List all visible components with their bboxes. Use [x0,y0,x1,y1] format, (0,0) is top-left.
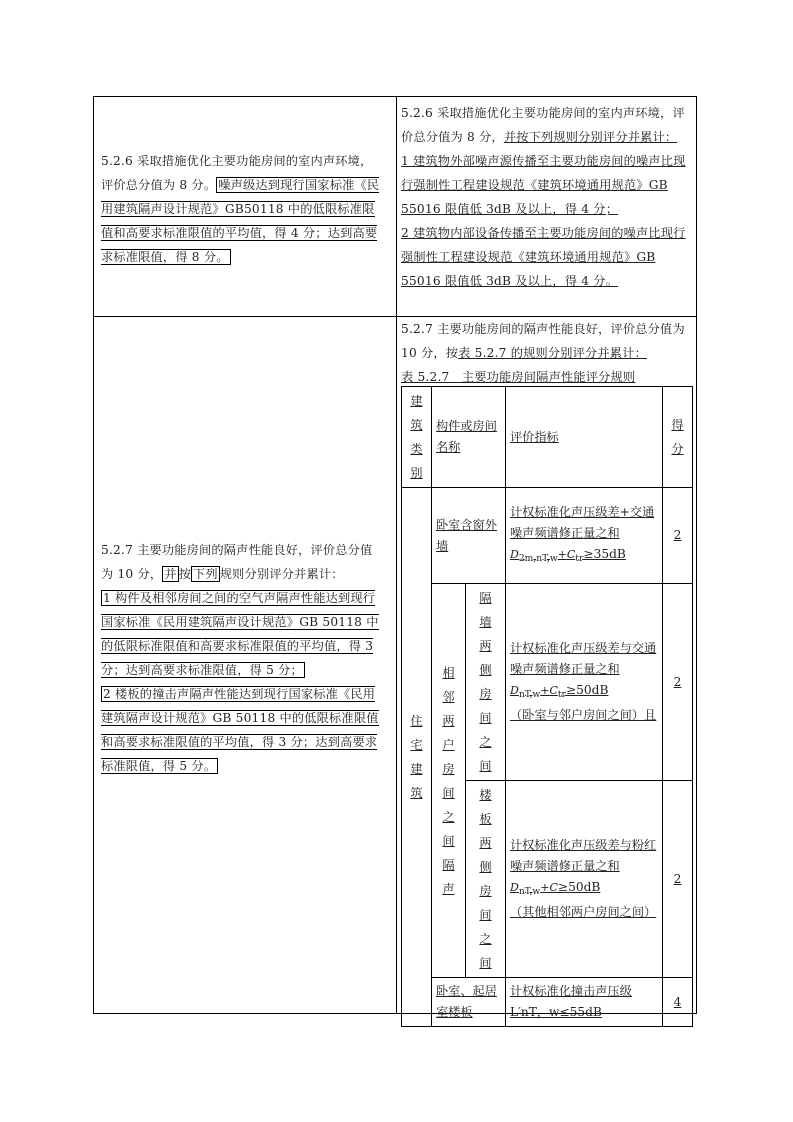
index-cell: 计权标准化声压级差+交通噪声频谱修正量之和 $D_{2m,nT,w}+C_{tr}\ge 35dB$ [506,488,663,584]
clause-lead: 5.2.7 主要功能房间的隔声性能良好，评价总分值为 10 分， [101,543,373,581]
clause-item-2: 2 楼板的撞击声隔声性能达到现行国家标准《民用建筑隔声设计规范》GB 50118 中的低限标准限值和高要求标准限值的平均值，得 3 分；达到高要求标准限值，得 5 分。 [101,687,379,773]
index-cell: 计权标准化撞击声压级 L′nT，w≤55dB [506,978,663,1027]
score-rules-table [401,386,692,1019]
subcategory-cell: 隔墙两侧房间之间 [466,584,506,781]
formula: $D_{2m,nT,w}+C_{tr}$ [510,547,584,565]
boxed-word: 下列 [193,567,218,581]
score-cell: 2 [663,781,693,978]
subcategory-cell: 楼板两侧房间之间 [466,781,506,978]
formula: $D_{nT,w}+C$ [510,880,558,898]
score-cell: 4 [663,978,693,1027]
table-row [402,978,693,1027]
header-building-type: 建筑类别 [402,387,432,488]
building-type-cell: 住宅建筑 [402,488,432,1027]
clause-lead: 5.2.6 采取措施优化主要功能房间的室内声环境，评价总分值为 8 分， [401,106,685,144]
clause-5-2-6-new [401,101,691,293]
boxed-word: 并 [164,567,177,581]
table-row [402,488,693,584]
clause-5-2-6-old [101,149,383,269]
clause-lead-underlined: 并按下列规则分别评分并累计： [503,130,678,144]
clause-lead: 5.2.7 主要功能房间的隔声性能良好，评价总分值为 10 分，按 [401,322,685,360]
index-cell: 计权标准化声压级差与粉红噪声频谱修正量之和$D_{nT,w}+C\ge 50dB$ （其他相邻两户房间之间） [506,781,663,978]
header-score: 得分 [663,387,693,488]
boxed-revision: 噪声级达到现行国家标准《民用建筑隔声设计规范》GB50118 中的低限标准限值和高要求标准限值的平均值，得 4 分；达到高要求标准限值，得 8 分。 [101,178,380,264]
clause-tail: 规则分别评分并累计： [219,567,344,581]
index-cell: 计权标准化声压级差与交通噪声频谱修正量之和$D_{nT,w}+C_{tr}\ge 50dB$ （卧室与邻户房间之间）且 [506,584,663,781]
clause-5-2-7-new [401,317,691,389]
header-component: 构件或房间名称 [432,387,506,488]
score-cell: 2 [663,488,693,584]
header-index: 评价指标 [506,387,663,488]
adjacent-group-cell: 相邻两户房间之间隔声 [432,584,466,978]
table-row [402,584,693,781]
plain-word: 按 [178,567,191,581]
table-header-row [402,387,693,488]
comparison-table [93,96,697,1019]
column-divider [396,97,397,1013]
clause-5-2-7-old [101,538,383,778]
score-cell: 2 [663,584,693,781]
clause-item-1: 1 建筑物外部噪声源传播至主要功能房间的噪声比现行强制性工程建设规范《建筑环境通用规范》GB 55016 限值低 3dB 及以上，得 4 分； [401,154,686,216]
component-name: 卧室含窗外墙 [432,488,506,584]
clause-lead-underlined: 表 5.2.7 的规则分别评分并累计： [458,346,647,360]
component-name: 卧室、起居室楼板 [432,978,506,1027]
formula: $D_{nT,w}+C_{tr}$ [510,683,566,701]
clause-lead: 5.2.6 采取措施优化主要功能房间的室内声环境，评价总分值为 8 分。 [101,154,373,192]
clause-item-1: 1 构件及相邻房间之间的空气声隔声性能达到现行国家标准《民用建筑隔声设计规范》GB 50118 中的低限标准限值和高要求标准限值的平均值，得 3 分；达到高要求标准限值，得 5 分； [101,591,379,677]
table-title: 表 5.2.7 主要功能房间隔声性能评分规则 [401,370,636,384]
clause-item-2: 2 建筑物内部设备传播至主要功能房间的噪声比现行强制性工程建设规范《建筑环境通用规范》GB 55016 限值低 3dB 及以上，得 4 分。 [401,226,686,288]
